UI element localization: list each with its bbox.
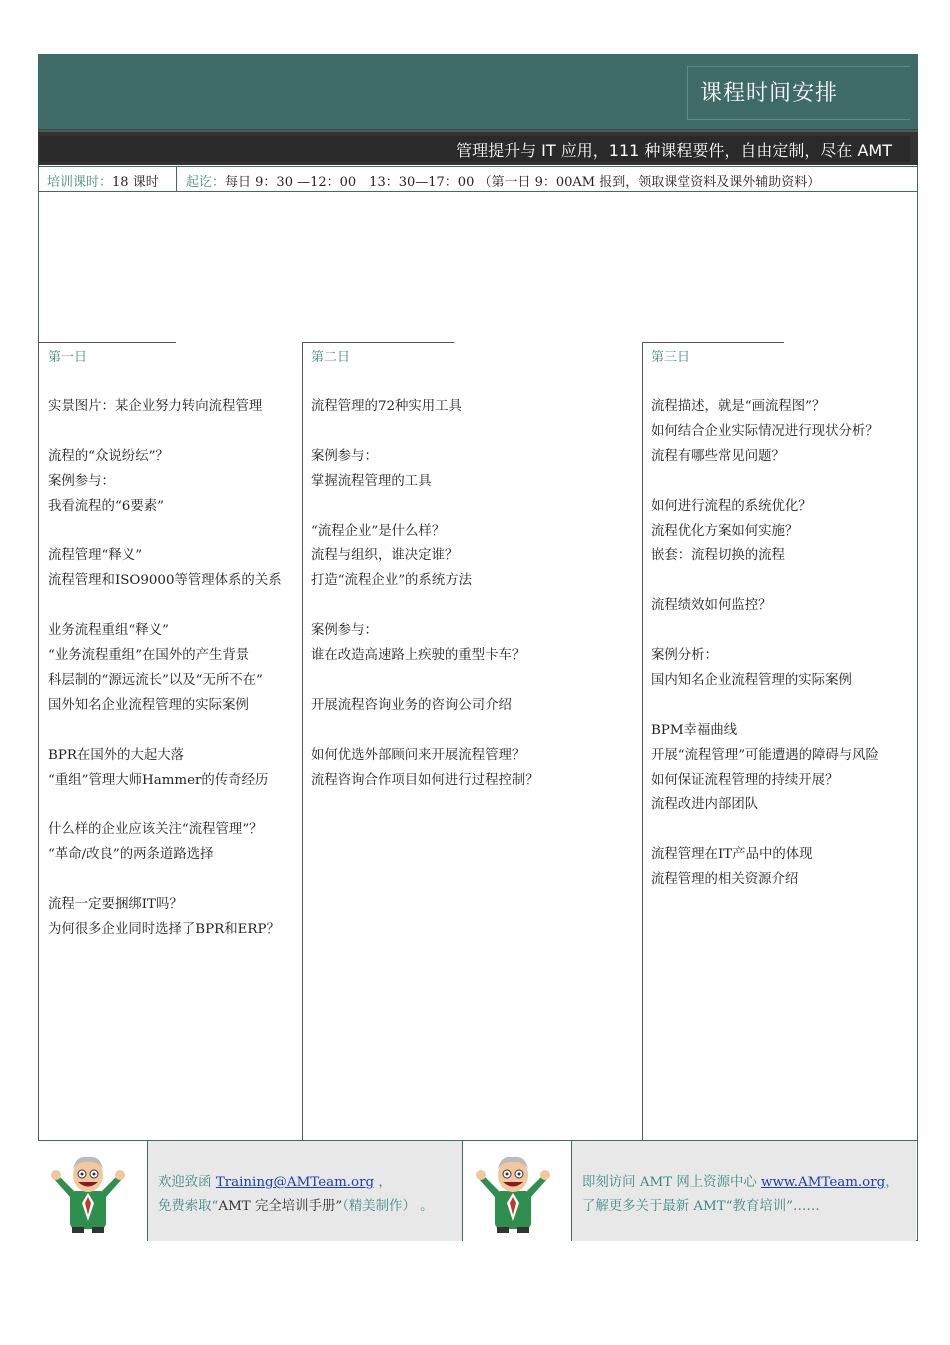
topic-line: “业务流程重组”在国外的产生背景: [48, 648, 250, 664]
column-divider: [302, 342, 303, 1140]
topic-spacer: [48, 594, 282, 619]
topic-spacer: [311, 719, 539, 744]
hours-cell: [38, 167, 177, 191]
topic-line: “流程企业”是什么样？: [311, 523, 446, 539]
column-cap: [302, 342, 454, 343]
column-cap: [38, 342, 176, 343]
footer-contact-panel: [148, 1141, 462, 1241]
footer: [38, 1140, 918, 1241]
topic-line: 流程的“众说纷纭”？: [48, 448, 169, 464]
topic-line: 为何很多企业同时选择了BPR和ERP？: [48, 921, 280, 937]
tagline: 管理提升与 IT 应用，111 种课程要件，自由定制，尽在 AMT: [456, 141, 892, 160]
time-value: 每日 9：30 —12：00 13：30—17：00 （第一日 9：00AM 报到，领取课堂资料及课外辅助资料）: [225, 175, 821, 190]
column-cap: [642, 342, 784, 343]
topic-spacer: [311, 669, 539, 694]
day-1-topics: [48, 395, 282, 943]
topic-spacer: [311, 495, 539, 520]
topic-line: 案例参与：: [311, 623, 378, 639]
website-link[interactable]: www.AMTeam.org: [761, 1175, 886, 1190]
topic-line: 开展流程咨询业务的咨询公司介绍: [311, 697, 512, 713]
topic-spacer: [651, 818, 879, 843]
topic-line: 实景图片：某企业努力转向流程管理: [48, 399, 263, 414]
footer-handbook-b: AMT 完全培训手册”: [218, 1199, 343, 1214]
day-3-title: 第三日: [651, 350, 691, 365]
day-3-topics: [651, 395, 879, 893]
header-banner: [38, 54, 918, 130]
topic-line: 流程描述，就是“画流程图”？: [651, 399, 826, 414]
topic-line: 流程绩效如何监控？: [651, 598, 772, 614]
topic-line: 案例分析：: [651, 648, 718, 664]
footer-handbook-line: [158, 1195, 433, 1214]
topic-line: 如何优选外部顾问来开展流程管理？: [311, 747, 526, 763]
day-1-title: 第一日: [48, 350, 88, 365]
footer-handbook-a: 免费索取“: [158, 1199, 219, 1214]
topic-line: 谁在改造高速路上疾驶的重型卡车？: [311, 648, 526, 664]
day-2-title: 第二日: [311, 350, 351, 365]
hours-value: 18 课时: [112, 175, 159, 190]
footer-email-line: [158, 1171, 392, 1190]
topic-line: 如何结合企业实际情况进行现状分析？: [651, 423, 879, 439]
topic-line: 流程有哪些常见问题？: [651, 448, 785, 464]
footer-web-prefix: 即刻访问: [582, 1175, 640, 1190]
topic-line: 流程咨询合作项目如何进行过程控制？: [311, 772, 539, 788]
footer-email-prefix: 欢迎致函: [158, 1175, 216, 1190]
topic-line: 国外知名企业流程管理的实际案例: [48, 697, 249, 713]
schedule-info-row: [38, 166, 918, 192]
topic-line: “革命/改良”的两条道路选择: [48, 847, 214, 863]
topic-line: 流程改进内部团队: [651, 797, 759, 813]
footer-web-mid: AMT 网上资源中心: [639, 1175, 761, 1190]
topic-spacer: [48, 868, 282, 893]
topic-spacer: [48, 420, 282, 445]
topic-spacer: [48, 520, 282, 545]
topic-line: 流程管理的72种实用工具: [311, 399, 462, 414]
topic-line: 流程优化方案如何实施？: [651, 523, 799, 539]
footer-mascot-cell-left: [38, 1141, 148, 1241]
time-label: 起讫：: [186, 175, 226, 190]
column-divider: [38, 342, 39, 1140]
topic-line: 嵌套：流程切换的流程: [651, 548, 785, 564]
topic-spacer: [651, 569, 879, 594]
topic-spacer: [651, 470, 879, 495]
professor-mascot-icon: [473, 1151, 553, 1236]
day-2-topics: [311, 395, 539, 793]
footer-mascot-cell-right: [462, 1141, 572, 1241]
footer-website-panel: [572, 1141, 916, 1241]
topic-line: 案例参与：: [311, 448, 378, 464]
topic-line: BPR在国外的大起大落: [48, 747, 185, 763]
topic-line: 如何进行流程的系统优化？: [651, 498, 812, 514]
footer-web-suffix: ，: [885, 1175, 899, 1190]
topic-line: 掌握流程管理的工具: [311, 473, 432, 489]
topic-line: 流程管理的相关资源介绍: [651, 872, 799, 888]
topic-spacer: [311, 420, 539, 445]
topic-line: 打造“流程企业”的系统方法: [311, 573, 472, 589]
page-title: 课程时间安排: [699, 81, 838, 106]
footer-email-suffix: ，: [374, 1175, 392, 1190]
topic-line: 流程与组织，谁决定谁？: [311, 548, 459, 564]
column-divider: [642, 342, 643, 1140]
topic-line: 流程管理和ISO9000等管理体系的关系: [48, 573, 282, 589]
topic-line: 案例参与：: [48, 473, 115, 489]
topic-line: 流程管理在IT产品中的体现: [651, 847, 813, 863]
footer-handbook-c: （精美制作） 。: [342, 1199, 434, 1214]
topic-spacer: [48, 719, 282, 744]
topic-spacer: [311, 594, 539, 619]
topic-line: 流程一定要捆绑IT吗？: [48, 897, 183, 913]
footer-training-a: 了解更多关于最新: [582, 1199, 694, 1214]
topic-line: 开展“流程管理”可能遭遇的障碍与风险: [651, 747, 879, 763]
tagline-bar: [38, 130, 918, 165]
topic-line: 流程管理“释义”: [48, 548, 143, 564]
topic-line: BPM幸福曲线: [651, 722, 738, 738]
topic-line: 我看流程的“6要素”: [48, 498, 164, 514]
hours-label: 培训课时：: [47, 175, 113, 190]
email-link[interactable]: Training@AMTeam.org: [215, 1175, 375, 1190]
topic-line: 科层制的“源远流长”以及“无所不在”: [48, 672, 263, 688]
topic-line: 什么样的企业应该关注“流程管理”？: [48, 822, 263, 838]
topic-line: 业务流程重组“释义”: [48, 623, 169, 639]
topic-spacer: [651, 694, 879, 719]
footer-training-line: [582, 1195, 820, 1214]
topic-spacer: [651, 619, 879, 644]
topic-line: “重组”管理大师Hammer的传奇经历: [48, 772, 269, 788]
topic-line: 国内知名企业流程管理的实际案例: [651, 672, 852, 688]
topic-line: 如何保证流程管理的持续开展？: [651, 772, 839, 788]
footer-training-b: AMT“教育培训”……: [693, 1199, 820, 1214]
professor-mascot-icon: [48, 1151, 128, 1236]
topic-spacer: [48, 793, 282, 818]
footer-website-line: [582, 1171, 899, 1190]
